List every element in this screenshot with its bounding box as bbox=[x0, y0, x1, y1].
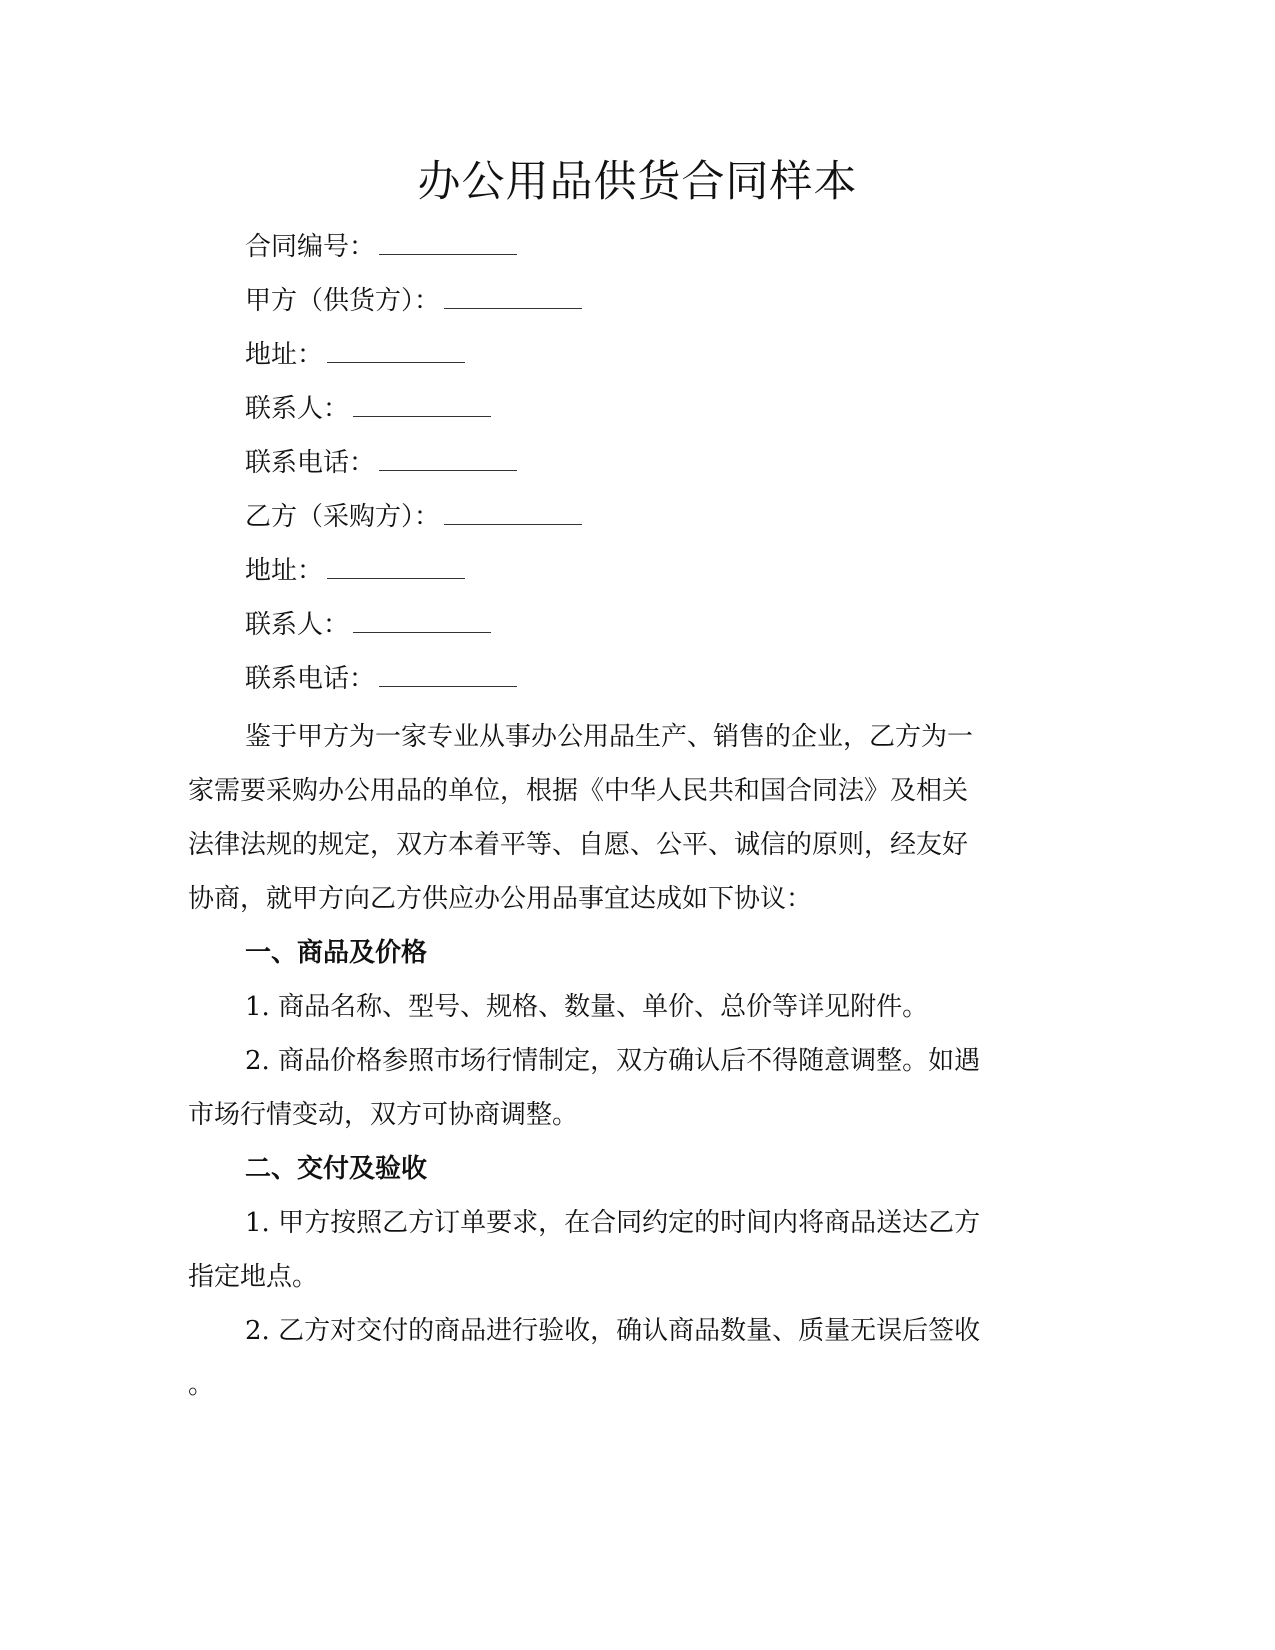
blank-line[interactable] bbox=[444, 500, 582, 525]
clause-line: 。 bbox=[188, 1370, 215, 1400]
field-party-b-address bbox=[245, 554, 465, 588]
field-label: 联系人： bbox=[245, 610, 350, 640]
clause-line: 1. 甲方按照乙方订单要求，在合同约定的时间内将商品送达乙方 bbox=[245, 1208, 981, 1238]
document-title: 办公用品供货合同样本 bbox=[417, 157, 858, 207]
clause-line: 2. 乙方对交付的商品进行验收，确认商品数量、质量无误后签收 bbox=[245, 1316, 981, 1346]
field-label: 地址： bbox=[245, 340, 324, 370]
clause-line: 2. 商品价格参照市场行情制定，双方确认后不得随意调整。如遇 bbox=[245, 1046, 981, 1076]
field-party-a bbox=[245, 284, 582, 318]
clause-line: 1. 商品名称、型号、规格、数量、单价、总价等详见附件。 bbox=[245, 992, 929, 1022]
blank-line[interactable] bbox=[379, 662, 517, 687]
blank-line[interactable] bbox=[353, 608, 491, 633]
field-party-a-address bbox=[245, 338, 465, 372]
blank-line[interactable] bbox=[327, 554, 465, 579]
section-heading: 一、商品及价格 bbox=[245, 938, 428, 968]
field-contract-number bbox=[245, 230, 517, 264]
blank-line[interactable] bbox=[353, 392, 491, 417]
field-label: 联系电话： bbox=[245, 448, 376, 478]
blank-line[interactable] bbox=[379, 446, 517, 471]
field-party-a-contact bbox=[245, 392, 491, 426]
field-party-b-contact bbox=[245, 608, 491, 642]
field-label: 乙方（采购方）： bbox=[245, 502, 441, 532]
field-label: 联系人： bbox=[245, 394, 350, 424]
field-label: 地址： bbox=[245, 556, 324, 586]
blank-line[interactable] bbox=[444, 284, 582, 309]
preamble-line: 法律法规的规定，双方本着平等、自愿、公平、诚信的原则，经友好 bbox=[188, 830, 969, 860]
preamble-line: 家需要采购办公用品的单位，根据《中华人民共和国合同法》及相关 bbox=[188, 776, 969, 806]
field-label: 合同编号： bbox=[245, 232, 376, 262]
blank-line[interactable] bbox=[327, 338, 465, 363]
preamble-line: 鉴于甲方为一家专业从事办公用品生产、销售的企业，乙方为一 bbox=[245, 722, 974, 752]
field-label: 联系电话： bbox=[245, 664, 376, 694]
field-party-b bbox=[245, 500, 582, 534]
section-heading: 二、交付及验收 bbox=[245, 1154, 428, 1184]
clause-line: 市场行情变动，双方可协商调整。 bbox=[188, 1100, 579, 1130]
preamble-line: 协商，就甲方向乙方供应办公用品事宜达成如下协议： bbox=[188, 884, 813, 914]
blank-line[interactable] bbox=[379, 230, 517, 255]
field-label: 甲方（供货方）： bbox=[245, 286, 441, 316]
clause-line: 指定地点。 bbox=[188, 1262, 319, 1292]
field-party-a-phone bbox=[245, 446, 517, 480]
field-party-b-phone bbox=[245, 662, 517, 696]
